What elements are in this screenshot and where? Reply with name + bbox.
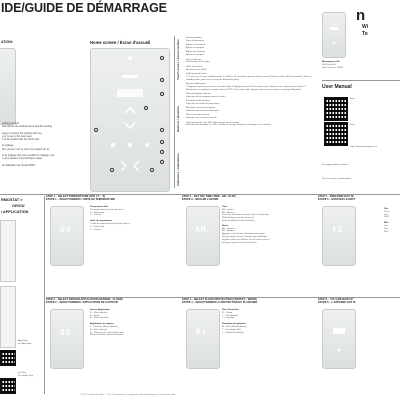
step-desc bbox=[90, 309, 174, 337]
step-line: DDF bbox=[384, 230, 389, 233]
step-device bbox=[186, 206, 220, 266]
step-title: STEP 3. - SET THE TIME (TIME - AM : 10:52) bbox=[182, 195, 236, 198]
play-store-text-fr: de Google Play bbox=[18, 374, 33, 377]
step-device bbox=[322, 309, 356, 369]
step-title-fr: ÉTAPE 1 – SÉLECTIONNER L'UNITÉ DE TEMPÉRATURE bbox=[46, 197, 116, 201]
home-title: Home screen / Écran d'accueil bbox=[90, 40, 151, 45]
step-lcd: Pr bbox=[196, 328, 208, 337]
step-desc bbox=[222, 309, 312, 334]
step-device bbox=[50, 309, 84, 369]
step-title: STEP 1. - SELECT TEMPERATURE UNIT (°F - °F) bbox=[46, 195, 106, 198]
step-title-fr: ÉTAPE 5 – ESSAYER LE DDFT bbox=[318, 197, 356, 201]
callout-6: 6 bbox=[150, 168, 154, 172]
callout-text-5: GFCI test button Bouton d'essai DDFT bbox=[186, 65, 207, 71]
step-line: F – Floor (default) bbox=[90, 311, 108, 314]
right-rule bbox=[322, 80, 400, 81]
step-line: B – Floor and room bbox=[90, 317, 109, 320]
step-line: bas pour ajuster les heures/minutes. bbox=[222, 241, 258, 244]
step-line: L – Stratifié (Laminate) bbox=[222, 331, 245, 334]
step-sub-heading-fr: Protection du plancher bbox=[222, 323, 246, 326]
callout-9: 9 bbox=[160, 140, 164, 144]
callout-7: 7 bbox=[160, 128, 164, 132]
pair-line-2: OR/OU bbox=[12, 204, 25, 208]
step-title-fr: ÉTAPE 6 – L'APPAREIL EST M bbox=[318, 300, 356, 304]
callout-5: 5 bbox=[110, 168, 114, 172]
step-sub-heading: Perf bbox=[384, 208, 389, 210]
step-desc bbox=[222, 206, 312, 244]
left-device-top bbox=[0, 48, 17, 126]
device-thumb bbox=[0, 48, 16, 125]
support-text: For support please contact bbox=[322, 164, 348, 166]
phone-screen-1 bbox=[0, 220, 16, 282]
brand-fragment: n bbox=[356, 7, 366, 24]
app-store-label[interactable] bbox=[18, 340, 32, 346]
left-line: that will be the setting name and the setting bbox=[2, 125, 52, 129]
qr-caption-1: Scan bbox=[350, 98, 355, 100]
callout-10: 10 bbox=[160, 150, 164, 154]
step-device bbox=[322, 206, 356, 266]
step-sub-heading: Time bbox=[222, 206, 228, 208]
step-title: STEP 6. - YOU ARE NOW UP bbox=[318, 298, 353, 301]
website-link[interactable]: https://www.warmlyyours.co bbox=[350, 146, 377, 148]
step-line: L – Laminate bbox=[222, 317, 235, 320]
play-store-label[interactable] bbox=[18, 372, 33, 378]
step-line: While blinking, use the arrow up/ bbox=[222, 217, 254, 220]
left-heading: ATION: bbox=[1, 40, 14, 44]
home-device bbox=[90, 48, 170, 192]
callout-text-9: Schedule mode Indicator Indicateur du mode de programme bbox=[186, 100, 220, 105]
step-line: A – Pièce (Room) bbox=[90, 328, 108, 331]
step-sub-heading-fr: Application du capteur bbox=[90, 323, 114, 326]
callout-text-6: Multifunctional button 1. Press once to enter standby mode. 2. Hold for 15 seconds to perform factory reset 3. Reset confirm GFCI test mode 4. When in standby mode, press once to activate bluetooth pairing bbox=[186, 72, 312, 81]
callout-3: 3 bbox=[160, 92, 164, 96]
step-title: STEP 4. - SELECT FLOOR PROTECTION (FROTECT - WOOD) bbox=[182, 298, 258, 301]
step-lcd: tE bbox=[332, 225, 344, 234]
step-device bbox=[50, 206, 84, 266]
left-line: e pour passer à la prochaine étape bbox=[2, 157, 43, 161]
step-title-fr: ÉTAPE 4 – SÉLECTIONNER LA PROTECTION DU PLANCHER bbox=[182, 300, 258, 304]
pair-line-3: / APPLICATION bbox=[1, 210, 29, 214]
home-device-glyphs bbox=[91, 49, 169, 191]
step-line: B – Plancher et la pièce (Floor and bbox=[90, 331, 124, 334]
step-title-fr: ÉTAPE 3 – RÉGLER L'HEURE bbox=[182, 197, 219, 201]
step-sub-heading-fr: Effe bbox=[384, 222, 389, 225]
brand-sub-1: Wi bbox=[362, 24, 369, 30]
address-block bbox=[322, 61, 343, 69]
step-line: test bbox=[384, 213, 388, 216]
qr-code-support[interactable] bbox=[324, 122, 348, 146]
step-line: C – Celsius bbox=[90, 214, 102, 217]
callout-8: 8 bbox=[94, 128, 98, 132]
left-line: setting number bbox=[2, 122, 20, 125]
left-line: ère (1) pour voir le nom et la valeur du ré- bbox=[2, 147, 50, 151]
side-label-buttons: Buttons / Boutons bbox=[176, 106, 180, 132]
step-line: (4) pour régler l'heure. Pendant que l'affichage bbox=[222, 235, 267, 238]
step-line: Appuyer sur le bouton sélectionner/accepter bbox=[222, 233, 265, 236]
step-line: T – Tile (default) bbox=[222, 314, 238, 317]
left-line: s to be ended with the GFCI test. bbox=[2, 138, 40, 142]
step-line: F – Fahrenheit bbox=[90, 211, 105, 214]
qr-caption-2: Scan bbox=[350, 124, 355, 126]
step-lcd: Un bbox=[60, 225, 72, 234]
step-line: C – Celsius bbox=[90, 228, 102, 231]
app-store-text: App Store bbox=[18, 340, 28, 342]
left-line: la réalisation de l'essai DDFT bbox=[2, 163, 36, 167]
address-line: Lake Zurich, IL 60047 bbox=[322, 66, 344, 69]
step-desc bbox=[384, 208, 400, 233]
step-line: HH – Heures bbox=[222, 227, 235, 230]
step-sub-heading: Floor Protection bbox=[222, 309, 239, 311]
product-glyphs bbox=[323, 13, 345, 57]
brand-sub-2: To bbox=[362, 31, 368, 37]
qr-app-store[interactable] bbox=[0, 350, 16, 366]
home-divider bbox=[174, 36, 175, 188]
page-title: IDE/GUIDE DE DÉMARRAGE bbox=[1, 1, 167, 15]
step-line: Press the select/accept button (4) to set the time. bbox=[222, 214, 270, 217]
step-line: GFCI bbox=[384, 216, 390, 219]
step-title: STEP 2. - SELECT SENSOR APPLICATION (SENSOR - FLOOR) bbox=[46, 298, 123, 301]
callout-list bbox=[186, 37, 312, 127]
step-line: A – Room bbox=[90, 314, 100, 317]
callout-text-11: Wifi connection indicator Indicateur de connexion sans fil bbox=[186, 114, 217, 120]
callout-text-10: Bluetooth connection indicator Indicateur de connexion Bluetooth bbox=[186, 107, 220, 113]
phone-screen-2 bbox=[0, 286, 16, 348]
step-line: L'unité de température peut être réglée à : bbox=[90, 222, 131, 225]
callout-1: 1 bbox=[160, 56, 164, 60]
step-sub-heading-fr: Unité de température bbox=[90, 220, 112, 223]
step-3 bbox=[182, 196, 312, 296]
step-line: W – Bois (Wood) (défaut) bbox=[222, 325, 247, 328]
callout-text-3: Adjust and navigate Ajuster et naviguer bbox=[186, 51, 206, 57]
callout-text-4: Select & Accept Sélectionner et accepter bbox=[186, 58, 210, 64]
step-device bbox=[186, 309, 220, 369]
bottom-divider-1 bbox=[44, 196, 45, 394]
step-line: T – Carrelage (Tile) bbox=[222, 328, 241, 331]
left-line: le réglage bbox=[2, 144, 14, 148]
callout-text-2: Adjust and navigate Ajuster et naviguer bbox=[186, 44, 206, 49]
step-line: MI – Minutes bbox=[222, 211, 235, 214]
qr-play-store[interactable] bbox=[0, 378, 16, 394]
product-image bbox=[322, 12, 346, 58]
support-text-fr: Pour le soutien, communiquez bbox=[322, 178, 352, 180]
step-sub-heading: Sensor Application bbox=[90, 309, 110, 311]
step-title-fr: ÉTAPE 2 – SÉLECTIONNER L'APPLICATION DE CAPTEUR bbox=[46, 300, 118, 304]
step-4 bbox=[182, 299, 312, 391]
step-lcd: SE bbox=[60, 328, 72, 337]
left-instructions bbox=[2, 122, 78, 167]
step-line: Room with Floor sensor limitation) bbox=[90, 334, 124, 337]
side-label-touch: Touch zones / Zones tactiles bbox=[176, 39, 180, 80]
left-line: g or to go to the next step bbox=[2, 134, 32, 138]
left-line: er le réglage (le) pour modifier le réglage, pus bbox=[2, 154, 55, 158]
callout-text-12: Heating indicator. The LED lights orange when heating Indicateur de chauffage. Le DEL s'allume en orange lorsque le chauffage est en marche bbox=[186, 121, 272, 127]
step-line: down to adjust the hours/minutes. bbox=[222, 219, 255, 222]
footer-copyright: © 2024 OJ Electronics A/S – ® The OJ trademark is a registered trademark belonging to OJ Electronics A/S bbox=[80, 394, 176, 396]
manual-title: User Manual bbox=[322, 84, 352, 90]
step-6-glyphs bbox=[323, 310, 355, 368]
step-line: The temperature unit can be set to: bbox=[90, 208, 125, 211]
step-line: Lors bbox=[384, 224, 389, 227]
side-label-indicators: Indicators / Indicateurs bbox=[176, 153, 180, 186]
step-line: W – Wood bbox=[222, 311, 233, 314]
address-line: 590 Telser Rd. bbox=[322, 63, 337, 66]
step-line: F – Fahrenheit bbox=[90, 225, 105, 228]
company-name: Warmlyyours US bbox=[322, 61, 340, 63]
step-line: HH – Hours bbox=[222, 208, 234, 211]
step-line: clignote, utiliser les flèches vers le haut et vers le bbox=[222, 238, 270, 241]
step-sub-heading: Temperature Unit bbox=[90, 206, 108, 208]
pair-line-1: RMOSTAT > bbox=[1, 198, 23, 202]
left-line: ange or accept the setting and use bbox=[2, 131, 42, 135]
step-1 bbox=[46, 196, 176, 296]
step-lcd: AM bbox=[195, 225, 207, 234]
step-sub-heading-fr: Heure bbox=[222, 224, 229, 227]
callout-11: 11 bbox=[160, 160, 164, 164]
callout-4: 4 bbox=[144, 106, 148, 110]
step-line: F – Plancher (Floor) (défaut) bbox=[90, 325, 118, 328]
app-store-text-fr: de l'App Store bbox=[18, 342, 32, 345]
step-2 bbox=[46, 299, 176, 391]
step-desc bbox=[90, 206, 174, 231]
callout-text-8: Menu navigation indicator Indicateur de la navigation dans le menu bbox=[186, 92, 226, 98]
step-title: STEP 5. - PERFORM GFCI TE bbox=[318, 195, 354, 198]
step-line: Once bbox=[384, 210, 390, 213]
qr-code-manual[interactable] bbox=[324, 97, 348, 121]
callout-2: 2 bbox=[160, 78, 164, 82]
step-line: MI – Minutes bbox=[222, 230, 235, 233]
step-6 bbox=[318, 299, 400, 391]
callout-text-1: Information Area Zone d'information bbox=[186, 37, 205, 42]
step-5 bbox=[318, 196, 400, 296]
callout-text-7: Bouton multifonction 1. Appuyer une fois pour entrer en mode veille. 2. Appuyer pendant 15 secondes pour effectuer une réinitialisation d'usine 3. Réinitialiser ou confirmer le mode d'essai DDFT 4. En mode veille, appuyer une fois pour activer le jumelage Bluetooth bbox=[186, 82, 307, 91]
play-store-text: gle Play bbox=[18, 372, 26, 374]
step-line: l'ess bbox=[384, 227, 389, 230]
